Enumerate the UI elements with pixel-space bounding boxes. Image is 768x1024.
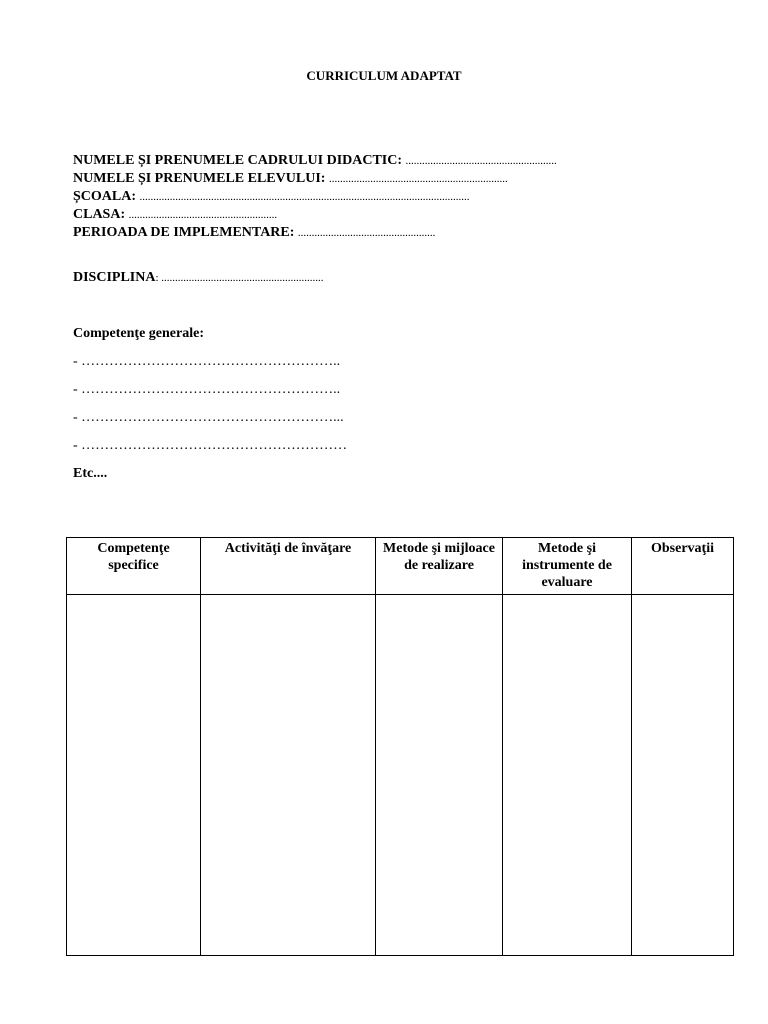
table-cell[interactable] [201, 595, 376, 956]
column-header: Competenţe specifice [67, 538, 201, 595]
table-header-row [67, 538, 734, 595]
list-item: - ………………………………………………... [73, 410, 344, 425]
field-discipline [73, 270, 324, 286]
field-label: PERIOADA DE IMPLEMENTARE: [73, 225, 295, 240]
section-heading: Competenţe generale: [73, 326, 205, 341]
identification-fields [73, 152, 557, 242]
field-blank: .................................................. [297, 227, 436, 239]
document-title: CURRICULUM ADAPTAT [306, 68, 462, 83]
column-header: Metode şi mijloace de realizare [376, 538, 503, 595]
column-header: Activităţi de învăţare [201, 538, 376, 595]
table-row [67, 595, 734, 956]
field-blank: ........................................................................................................................ [139, 191, 470, 203]
etc-text: Etc.... [73, 466, 108, 481]
field-implementation-period [73, 224, 557, 242]
field-label: ȘCOALA: [73, 189, 137, 204]
field-blank: ................................................................. [328, 173, 508, 185]
field-blank: ...................................................... [128, 209, 278, 221]
field-teacher-name [73, 152, 557, 170]
field-school [73, 188, 557, 206]
list-item: - ………………………………………………… [73, 438, 348, 453]
field-label: NUMELE ȘI PRENUMELE CADRULUI DIDACTIC: [73, 153, 403, 168]
table-cell[interactable] [67, 595, 201, 956]
curriculum-table [66, 537, 734, 956]
table-cell[interactable] [376, 595, 503, 956]
field-label: CLASA: [73, 207, 126, 222]
list-item: - ……………………………………………….. [73, 382, 341, 397]
list-item: - ……………………………………………….. [73, 354, 341, 369]
field-class [73, 206, 557, 224]
field-label: DISCIPLINA [73, 270, 156, 285]
field-student-name [73, 170, 557, 188]
column-header: Metode şi instrumente de evaluare [503, 538, 632, 595]
field-blank: ....................................................... [405, 155, 557, 167]
column-header: Observaţii [632, 538, 734, 595]
table-cell[interactable] [632, 595, 734, 956]
general-competences-section [73, 326, 348, 481]
field-blank: : ........................................................... [155, 272, 324, 284]
table-cell[interactable] [503, 595, 632, 956]
field-label: NUMELE ȘI PRENUMELE ELEVULUI: [73, 171, 326, 186]
